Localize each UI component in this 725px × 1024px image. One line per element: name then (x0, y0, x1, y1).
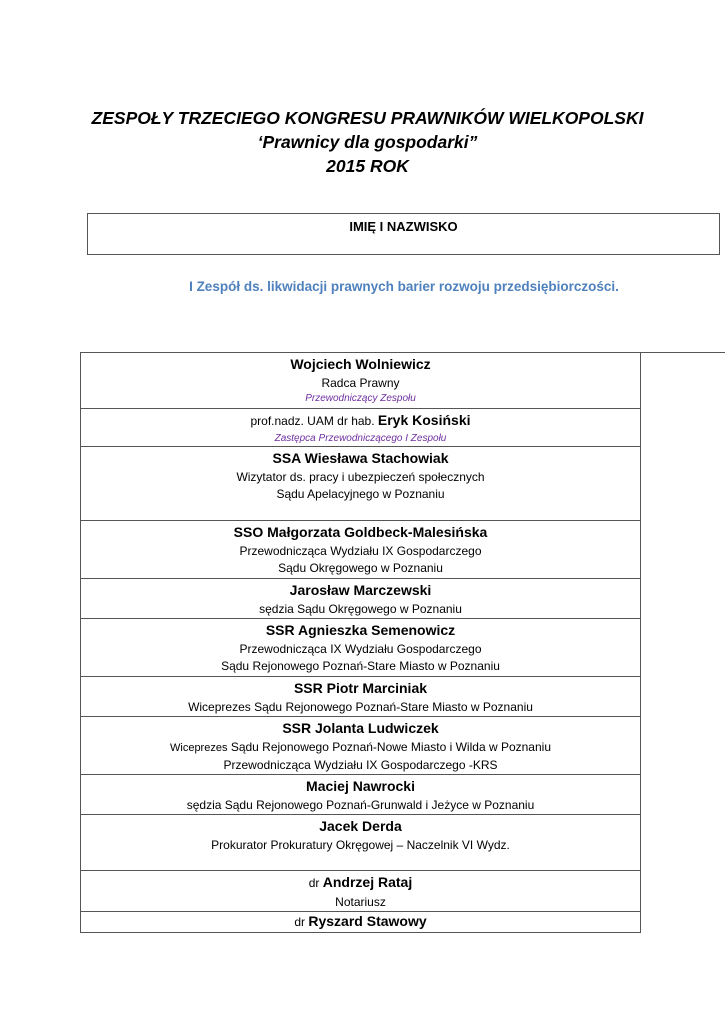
member-cell (81, 717, 641, 775)
member-prefix: dr (294, 915, 306, 929)
member-name-line (81, 912, 640, 932)
member-position: Prokurator Prokuratury Okręgowej – Naczelnik VI Wydz. (211, 838, 510, 852)
title-line-3: 2015 ROK (326, 156, 409, 176)
table-row (81, 912, 641, 933)
member-name: Jacek Derda (319, 818, 402, 834)
member-name: Jarosław Marczewski (289, 582, 432, 598)
member-position: Przewodnicząca IX Wydziału Gospodarczego (239, 642, 482, 656)
table-row (81, 579, 641, 619)
table-row (81, 815, 641, 871)
member-name: SSR Piotr Marciniak (293, 680, 428, 696)
member-position: Sądu Rejonowego Poznań-Stare Miasto w Poznaniu (221, 659, 500, 673)
table-row (81, 447, 641, 521)
member-cell (81, 353, 641, 409)
member-name: SSR Jolanta Ludwiczek (282, 720, 439, 736)
member-position: sędzia Sądu Okręgowego w Poznaniu (259, 602, 462, 616)
member-position: Sądu Apelacyjnego w Poznaniu (276, 487, 445, 501)
member-cell (81, 677, 641, 717)
title-line-2: ‘Prawnicy dla gospodarki” (257, 132, 478, 152)
member-cell (81, 815, 641, 871)
member-position: sędzia Sądu Rejonowego Poznań-Grunwald i Jeżyce w Poznaniu (186, 798, 535, 812)
member-name: SSO Małgorzata Goldbeck-Malesińska (233, 524, 488, 540)
member-position: Sądu Okręgowego w Poznaniu (278, 561, 443, 575)
member-position: Sądu Rejonowego Poznań-Nowe Miasto i Wilda w Poznaniu (230, 740, 551, 754)
member-position-prefix: Wiceprezes (170, 742, 228, 754)
table-row (81, 677, 641, 717)
member-position-line (81, 739, 640, 757)
member-name: SSA Wiesława Stachowiak (272, 450, 449, 466)
table-row (81, 775, 641, 815)
member-cell (81, 579, 641, 619)
member-name: Maciej Nawrocki (306, 778, 415, 794)
member-name: Eryk Kosiński (377, 412, 471, 428)
table-row (81, 717, 641, 775)
table-row (81, 409, 641, 447)
member-position: Przewodnicząca Wydziału IX Gospodarczego -KRS (223, 758, 498, 772)
member-name: Andrzej Rataj (322, 874, 413, 890)
member-prefix: dr (308, 876, 320, 890)
team-title: I Zespół ds. likwidacji prawnych barier rozwoju przedsiębiorczości. (189, 279, 619, 294)
member-name: SSR Agnieszka Semenowicz (265, 622, 456, 638)
table-row (81, 353, 641, 409)
member-name: Ryszard Stawowy (308, 913, 427, 929)
member-cell (81, 521, 641, 579)
member-position: Radca Prawny (321, 376, 400, 390)
member-prefix: prof.nadz. UAM dr hab. (250, 414, 375, 428)
member-role: Zastępca Przewodniczącego I Zespołu (274, 433, 447, 444)
table-row (81, 871, 641, 912)
title-line-1: ZESPOŁY TRZECIEGO KONGRESU PRAWNIKÓW WIELKOPOLSKI (91, 108, 644, 128)
column-header-label: IMIĘ I NAZWISKO (349, 219, 458, 234)
member-position: Wiceprezes Sądu Rejonowego Poznań-Stare Miasto w Poznaniu (188, 700, 533, 714)
member-cell (81, 871, 641, 912)
member-cell (81, 409, 641, 447)
member-role: Przewodniczący Zespołu (305, 393, 416, 404)
table-row (81, 619, 641, 677)
table-row (81, 521, 641, 579)
member-cell (81, 912, 641, 933)
member-cell (81, 775, 641, 815)
table-divider-line (641, 352, 725, 353)
member-name-line (81, 409, 640, 432)
member-position: Przewodnicząca Wydziału IX Gospodarczego (239, 544, 482, 558)
document-title (0, 106, 725, 178)
column-header-box (87, 213, 720, 255)
member-position: Notariusz (335, 895, 386, 909)
member-cell (81, 447, 641, 521)
member-name-line (81, 871, 640, 894)
members-table (80, 352, 641, 933)
member-cell (81, 619, 641, 677)
member-position: Wizytator ds. pracy i ubezpieczeń społecznych (236, 470, 485, 484)
member-name: Wojciech Wolniewicz (290, 356, 431, 372)
